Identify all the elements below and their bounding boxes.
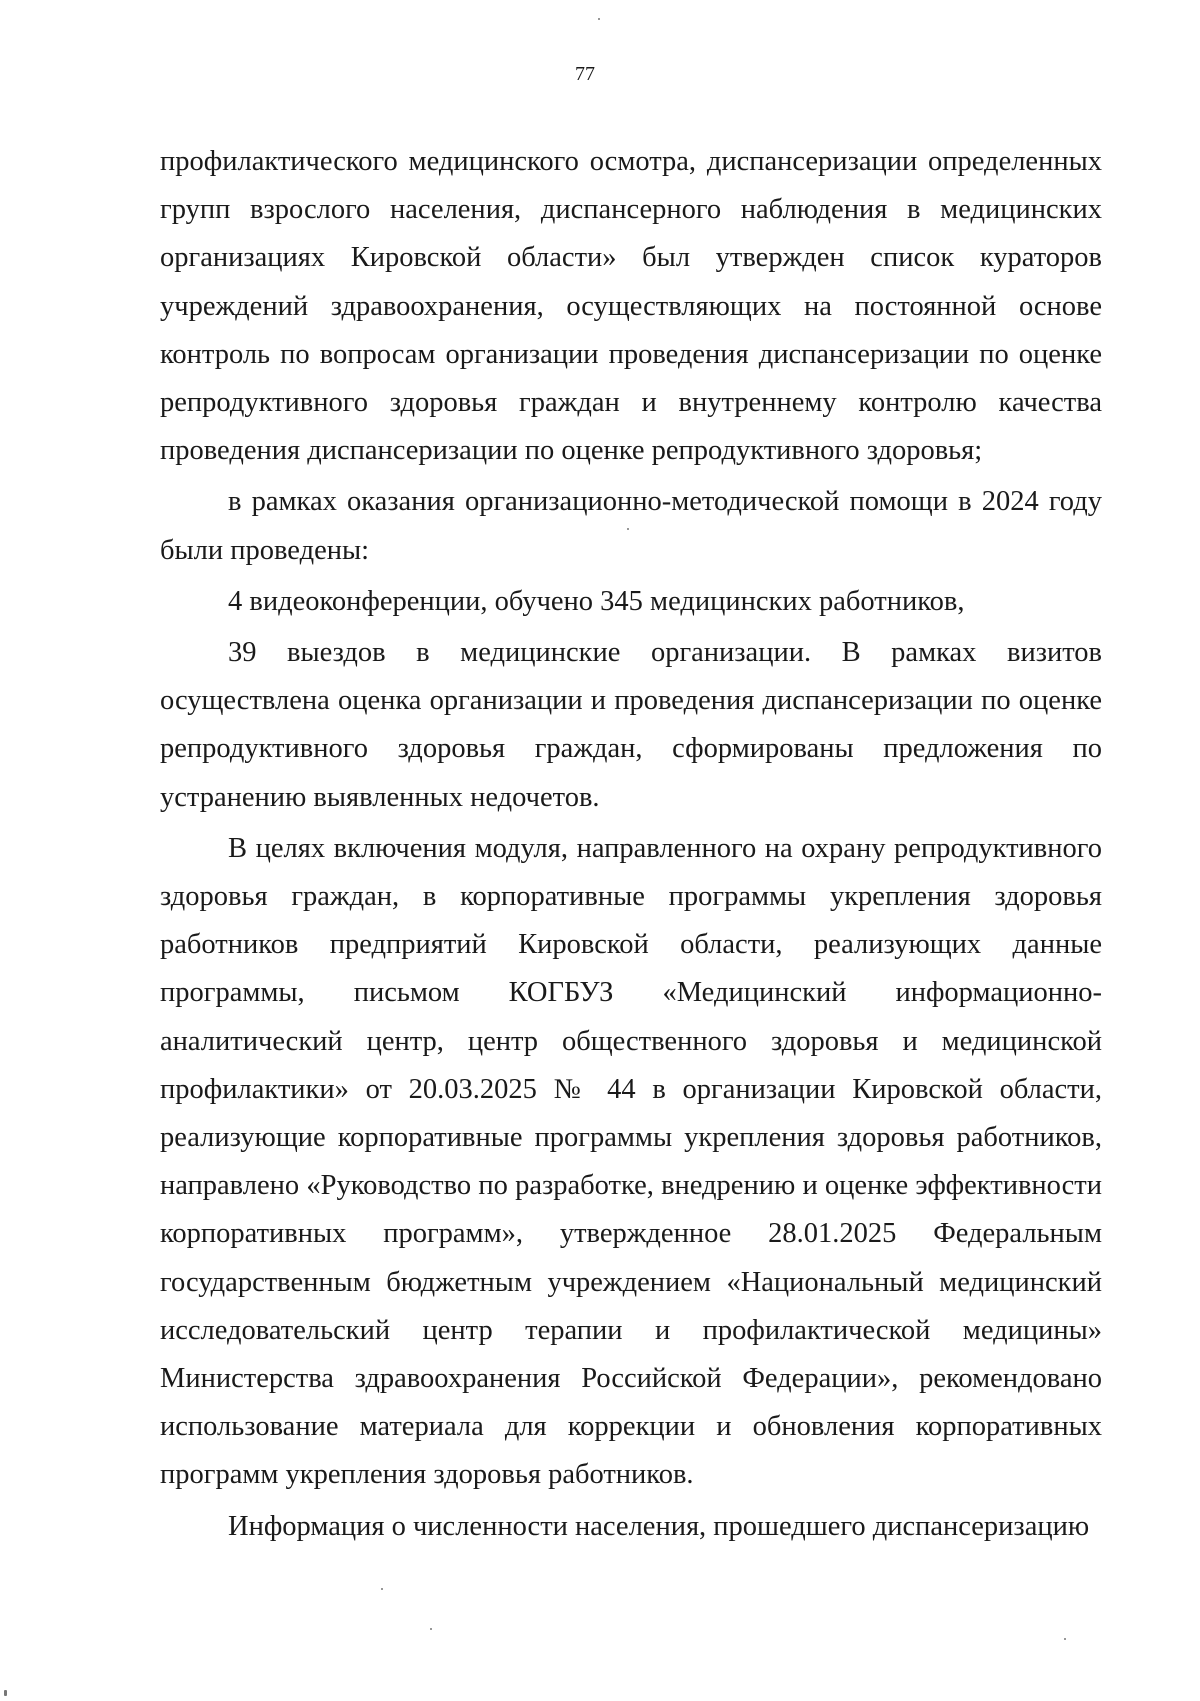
scan-speck (4, 1690, 7, 1696)
paragraph-curators-list: профилактического медицинского осмотра, диспансеризации определенных групп взрослого населения, диспансерного наблюдения в медицинских организациях Кировской области» был утвержден список кураторов учреждений здравоохранения, осуществляющих на постоянной основе контроль по вопросам организации проведения диспансеризации по оценке репродуктивного здоровья граждан и внутреннему контролю качества проведения диспансеризации по оценке репродуктивного здоровья; (160, 146, 1102, 467)
scan-speck (430, 1628, 432, 1630)
paragraph-videoconferences: 4 видеоконференции, обучено 345 медицинских работников, (228, 585, 965, 617)
scan-speck (627, 528, 629, 530)
paragraph-methodical-help: в рамках оказания организационно-методической помощи в 2024 году были проведены: (160, 486, 1102, 566)
paragraph-population-info: Информация о численности населения, прошедшего диспансеризацию (228, 1510, 1090, 1542)
scan-speck (381, 1588, 383, 1590)
scan-speck (598, 18, 600, 20)
scan-speck (1064, 1638, 1066, 1640)
paragraph-corporate-programs: В целях включения модуля, направленного на охрану репродуктивного здоровья граждан, в корпоративные программы укрепления здоровья работников предприятий Кировской области, реализующих данные программы, письмом КОГБУЗ «Медицинский информационно-аналитический центр, центр общественного здоровья и медицинской профилактики» от 20.03.2025 № 44 в организации Кировской области, реализующие корпоративные программы укрепления здоровья работников, направлено «Руководство по разработке, внедрению и оценке эффективности корпоративных программ», утвержденное 28.01.2025 Федеральным государственным бюджетным учреждением «Национальный медицинский исследовательский центр терапии и профилактической медицины» Министерства здравоохранения Российской Федерации», рекомендовано использование материала для коррекции и обновления корпоративных программ укрепления здоровья работников. (160, 832, 1102, 1491)
page-number: 77 (575, 63, 595, 85)
document-body (160, 138, 1102, 1551)
paragraph-site-visits: 39 выездов в медицинские организации. В рамках визитов осуществлена оценка организации и проведения диспансеризации по оценке репродуктивного здоровья граждан, сформированы предложения по устранению выявленных недочетов. (160, 637, 1102, 813)
